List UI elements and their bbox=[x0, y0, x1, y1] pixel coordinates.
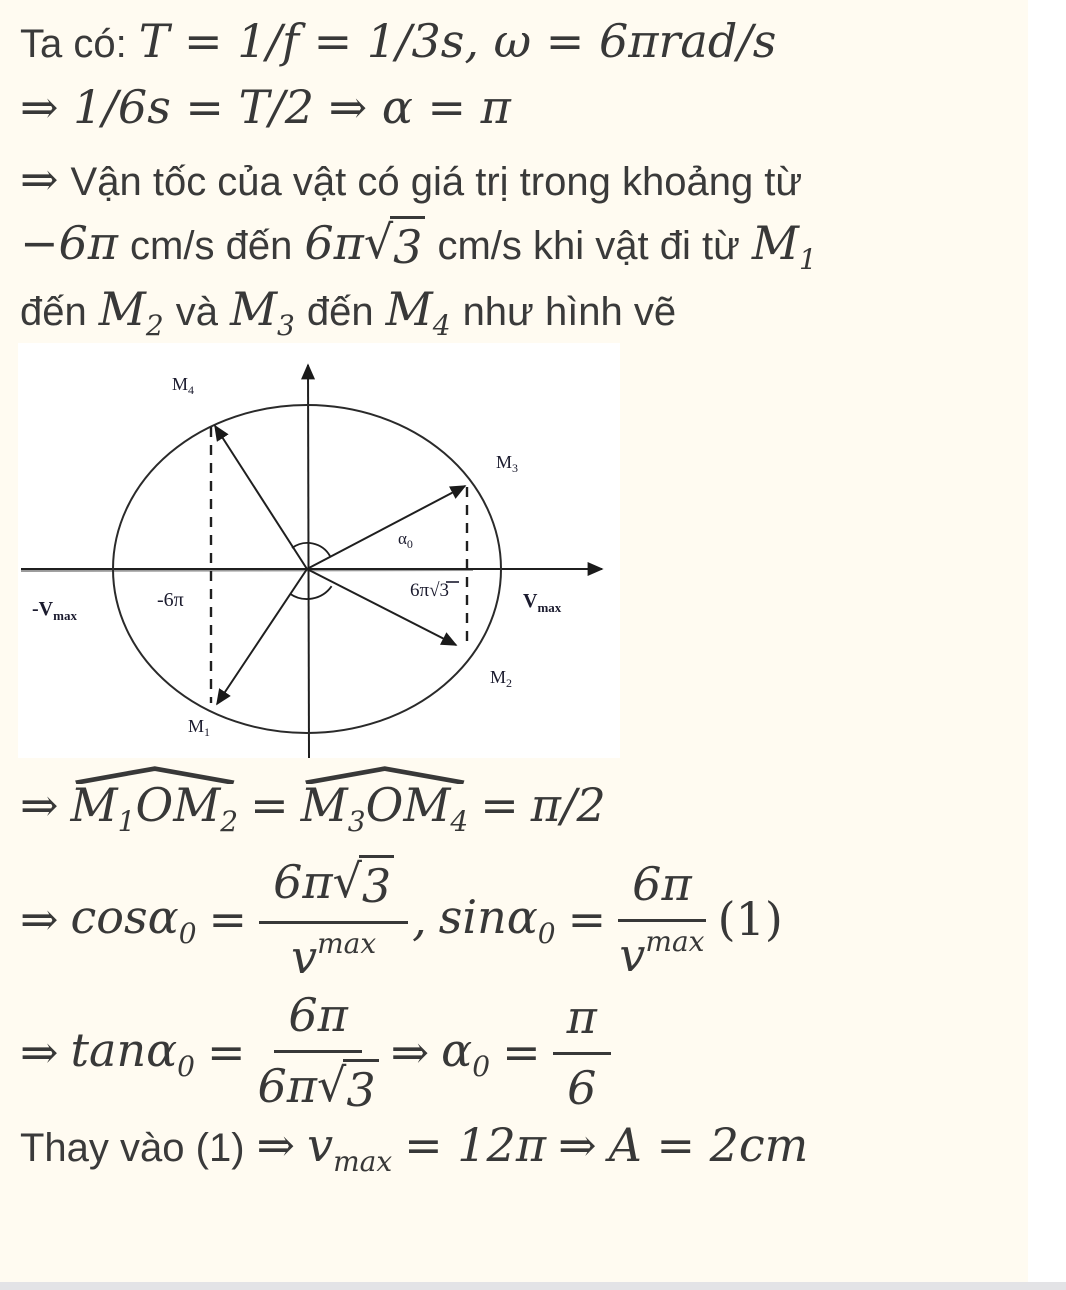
vmax-symbol: $v_{max}$ bbox=[307, 1118, 393, 1179]
alpha0-symbol: $\alpha_0$ bbox=[441, 1022, 491, 1084]
point-index: 2 bbox=[145, 309, 164, 343]
radicand: 3 bbox=[390, 216, 425, 274]
radical-sign: √ bbox=[317, 1057, 347, 1112]
line5-point-m2 bbox=[98, 282, 164, 343]
coefficient: 6π bbox=[304, 216, 364, 270]
bottom-divider bbox=[0, 1282, 1066, 1290]
line5-text-1: đến bbox=[20, 290, 87, 334]
label-m3: $M_3$ bbox=[496, 452, 519, 475]
comma: , bbox=[412, 892, 427, 946]
implies-arrow: ⇒ bbox=[20, 778, 59, 832]
line5-text-3: đến bbox=[306, 290, 374, 334]
sin-alpha0: sinα$_0$ bbox=[438, 889, 556, 951]
solution-line-4 bbox=[20, 215, 817, 277]
point-symbol: M bbox=[98, 282, 146, 336]
line4-6pi-sqrt3 bbox=[304, 216, 425, 274]
label-vmax: $V_{max}$ bbox=[523, 590, 562, 615]
line1-math: T = 1/f = 1/3s, ω = 6πrad/s bbox=[138, 14, 777, 68]
line4-text-1: cm/s đến bbox=[130, 224, 293, 268]
point-symbol: M bbox=[300, 778, 348, 832]
fraction-tan bbox=[258, 988, 379, 1117]
label-neg-vmax: $-V_{max}$ bbox=[32, 598, 77, 623]
fraction-denominator: v max bbox=[619, 924, 705, 982]
line5-point-m3 bbox=[229, 282, 295, 343]
solution-line-3 bbox=[20, 152, 802, 206]
fraction-numerator: 6π √ 3 bbox=[259, 855, 408, 924]
point-symbol: M bbox=[751, 216, 799, 270]
phase-circle-svg bbox=[18, 343, 620, 758]
fraction-numerator: π bbox=[553, 990, 611, 1055]
point-index: 1 bbox=[798, 243, 817, 277]
equation-tag: (1) bbox=[717, 892, 783, 946]
vector-m3 bbox=[307, 486, 465, 569]
fraction-denominator: 6π √ 3 bbox=[258, 1053, 379, 1117]
radicand: 3 bbox=[343, 1059, 378, 1117]
radicand: 3 bbox=[359, 855, 394, 913]
point-symbol: M bbox=[70, 778, 118, 832]
label-6pi-sqrt3: 6π√3 bbox=[410, 580, 450, 601]
fraction-numerator: 6π bbox=[274, 988, 362, 1053]
equals-sign: = bbox=[480, 778, 519, 832]
solution-line-9 bbox=[20, 1118, 809, 1179]
angle-m3om4 bbox=[300, 778, 469, 839]
fraction-pi-6 bbox=[553, 990, 611, 1115]
line1-text: Ta có: bbox=[20, 22, 127, 66]
equals-sign: = bbox=[502, 1025, 541, 1079]
line4-point-m1 bbox=[751, 216, 817, 277]
equals-sign: = bbox=[208, 892, 248, 946]
x-axis-shadow bbox=[21, 570, 473, 571]
label-neg-6pi: -6π bbox=[157, 589, 184, 611]
fraction-cos bbox=[259, 855, 408, 984]
solution-line-7 bbox=[20, 852, 783, 986]
label-alpha0: $\alpha_0$ bbox=[398, 529, 413, 551]
right-margin-strip bbox=[1028, 0, 1066, 1290]
point-symbol: OM bbox=[135, 778, 221, 832]
vector-m1 bbox=[217, 569, 307, 704]
solution-line-6 bbox=[20, 778, 606, 839]
solution-line-1 bbox=[20, 14, 776, 68]
implies-arrow: ⇒ bbox=[390, 1025, 430, 1079]
point-index: 1 bbox=[117, 805, 136, 839]
phase-circle-diagram bbox=[18, 343, 620, 758]
equals-sign: = bbox=[567, 892, 607, 946]
point-symbol: M bbox=[385, 282, 433, 336]
line5-text-4: như hình vẽ bbox=[462, 290, 677, 334]
point-index: 3 bbox=[277, 309, 295, 343]
angle-m1om2 bbox=[70, 778, 239, 839]
radical-sign: √ bbox=[332, 853, 362, 908]
point-symbol: OM bbox=[365, 778, 451, 832]
amplitude-result: A = 2cm bbox=[608, 1118, 809, 1172]
line4-math-neg6pi: −6π bbox=[20, 216, 119, 270]
wide-hat-icon bbox=[299, 766, 471, 784]
equals-sign: = bbox=[206, 1025, 246, 1079]
y-axis bbox=[308, 365, 309, 758]
line5-point-m4 bbox=[385, 282, 451, 343]
implies-arrow: ⇒ bbox=[558, 1118, 597, 1172]
point-symbol: M bbox=[229, 282, 278, 336]
solution-line-2 bbox=[20, 80, 511, 134]
label-m2: $M_2$ bbox=[490, 667, 513, 690]
line5-text-2: và bbox=[175, 290, 218, 334]
implies-arrow: ⇒ bbox=[20, 1025, 59, 1079]
point-index: 2 bbox=[220, 805, 239, 839]
point-index: 4 bbox=[450, 805, 469, 839]
point-index: 3 bbox=[347, 805, 366, 839]
tan-alpha0: tanα$_0$ bbox=[70, 1022, 195, 1084]
line4-text-2: cm/s khi vật đi từ bbox=[437, 224, 740, 268]
radical-sign: √ bbox=[363, 215, 394, 269]
fraction-denominator: 6 bbox=[567, 1060, 597, 1115]
line2-math: ⇒ 1/6s = T/2 ⇒ α = π bbox=[20, 80, 511, 134]
wide-hat-icon bbox=[69, 766, 241, 784]
implies-arrow: ⇒ bbox=[20, 892, 59, 946]
point-index: 4 bbox=[432, 309, 451, 343]
line9-text: Thay vào (1) bbox=[20, 1126, 245, 1170]
equals-sign: = bbox=[250, 778, 289, 832]
angle-value: π/2 bbox=[530, 778, 606, 832]
solution-line-5 bbox=[20, 282, 677, 343]
fraction-numerator: 6π bbox=[618, 857, 706, 922]
implies-arrow: ⇒ bbox=[256, 1118, 296, 1172]
fraction-sin bbox=[618, 857, 706, 982]
line3-text: Vận tốc của vật có giá trị trong khoảng từ bbox=[70, 160, 803, 204]
implies-arrow: ⇒ bbox=[20, 152, 59, 206]
vmax-value: = 12π bbox=[404, 1118, 547, 1172]
label-m4: $M_4$ bbox=[172, 374, 195, 397]
fraction-denominator: v max bbox=[291, 926, 377, 984]
angle-arc-lower bbox=[290, 586, 332, 599]
label-m1: $M_1$ bbox=[188, 716, 211, 739]
cos-alpha0: cosα$_0$ bbox=[70, 889, 197, 951]
solution-line-8 bbox=[20, 988, 611, 1116]
